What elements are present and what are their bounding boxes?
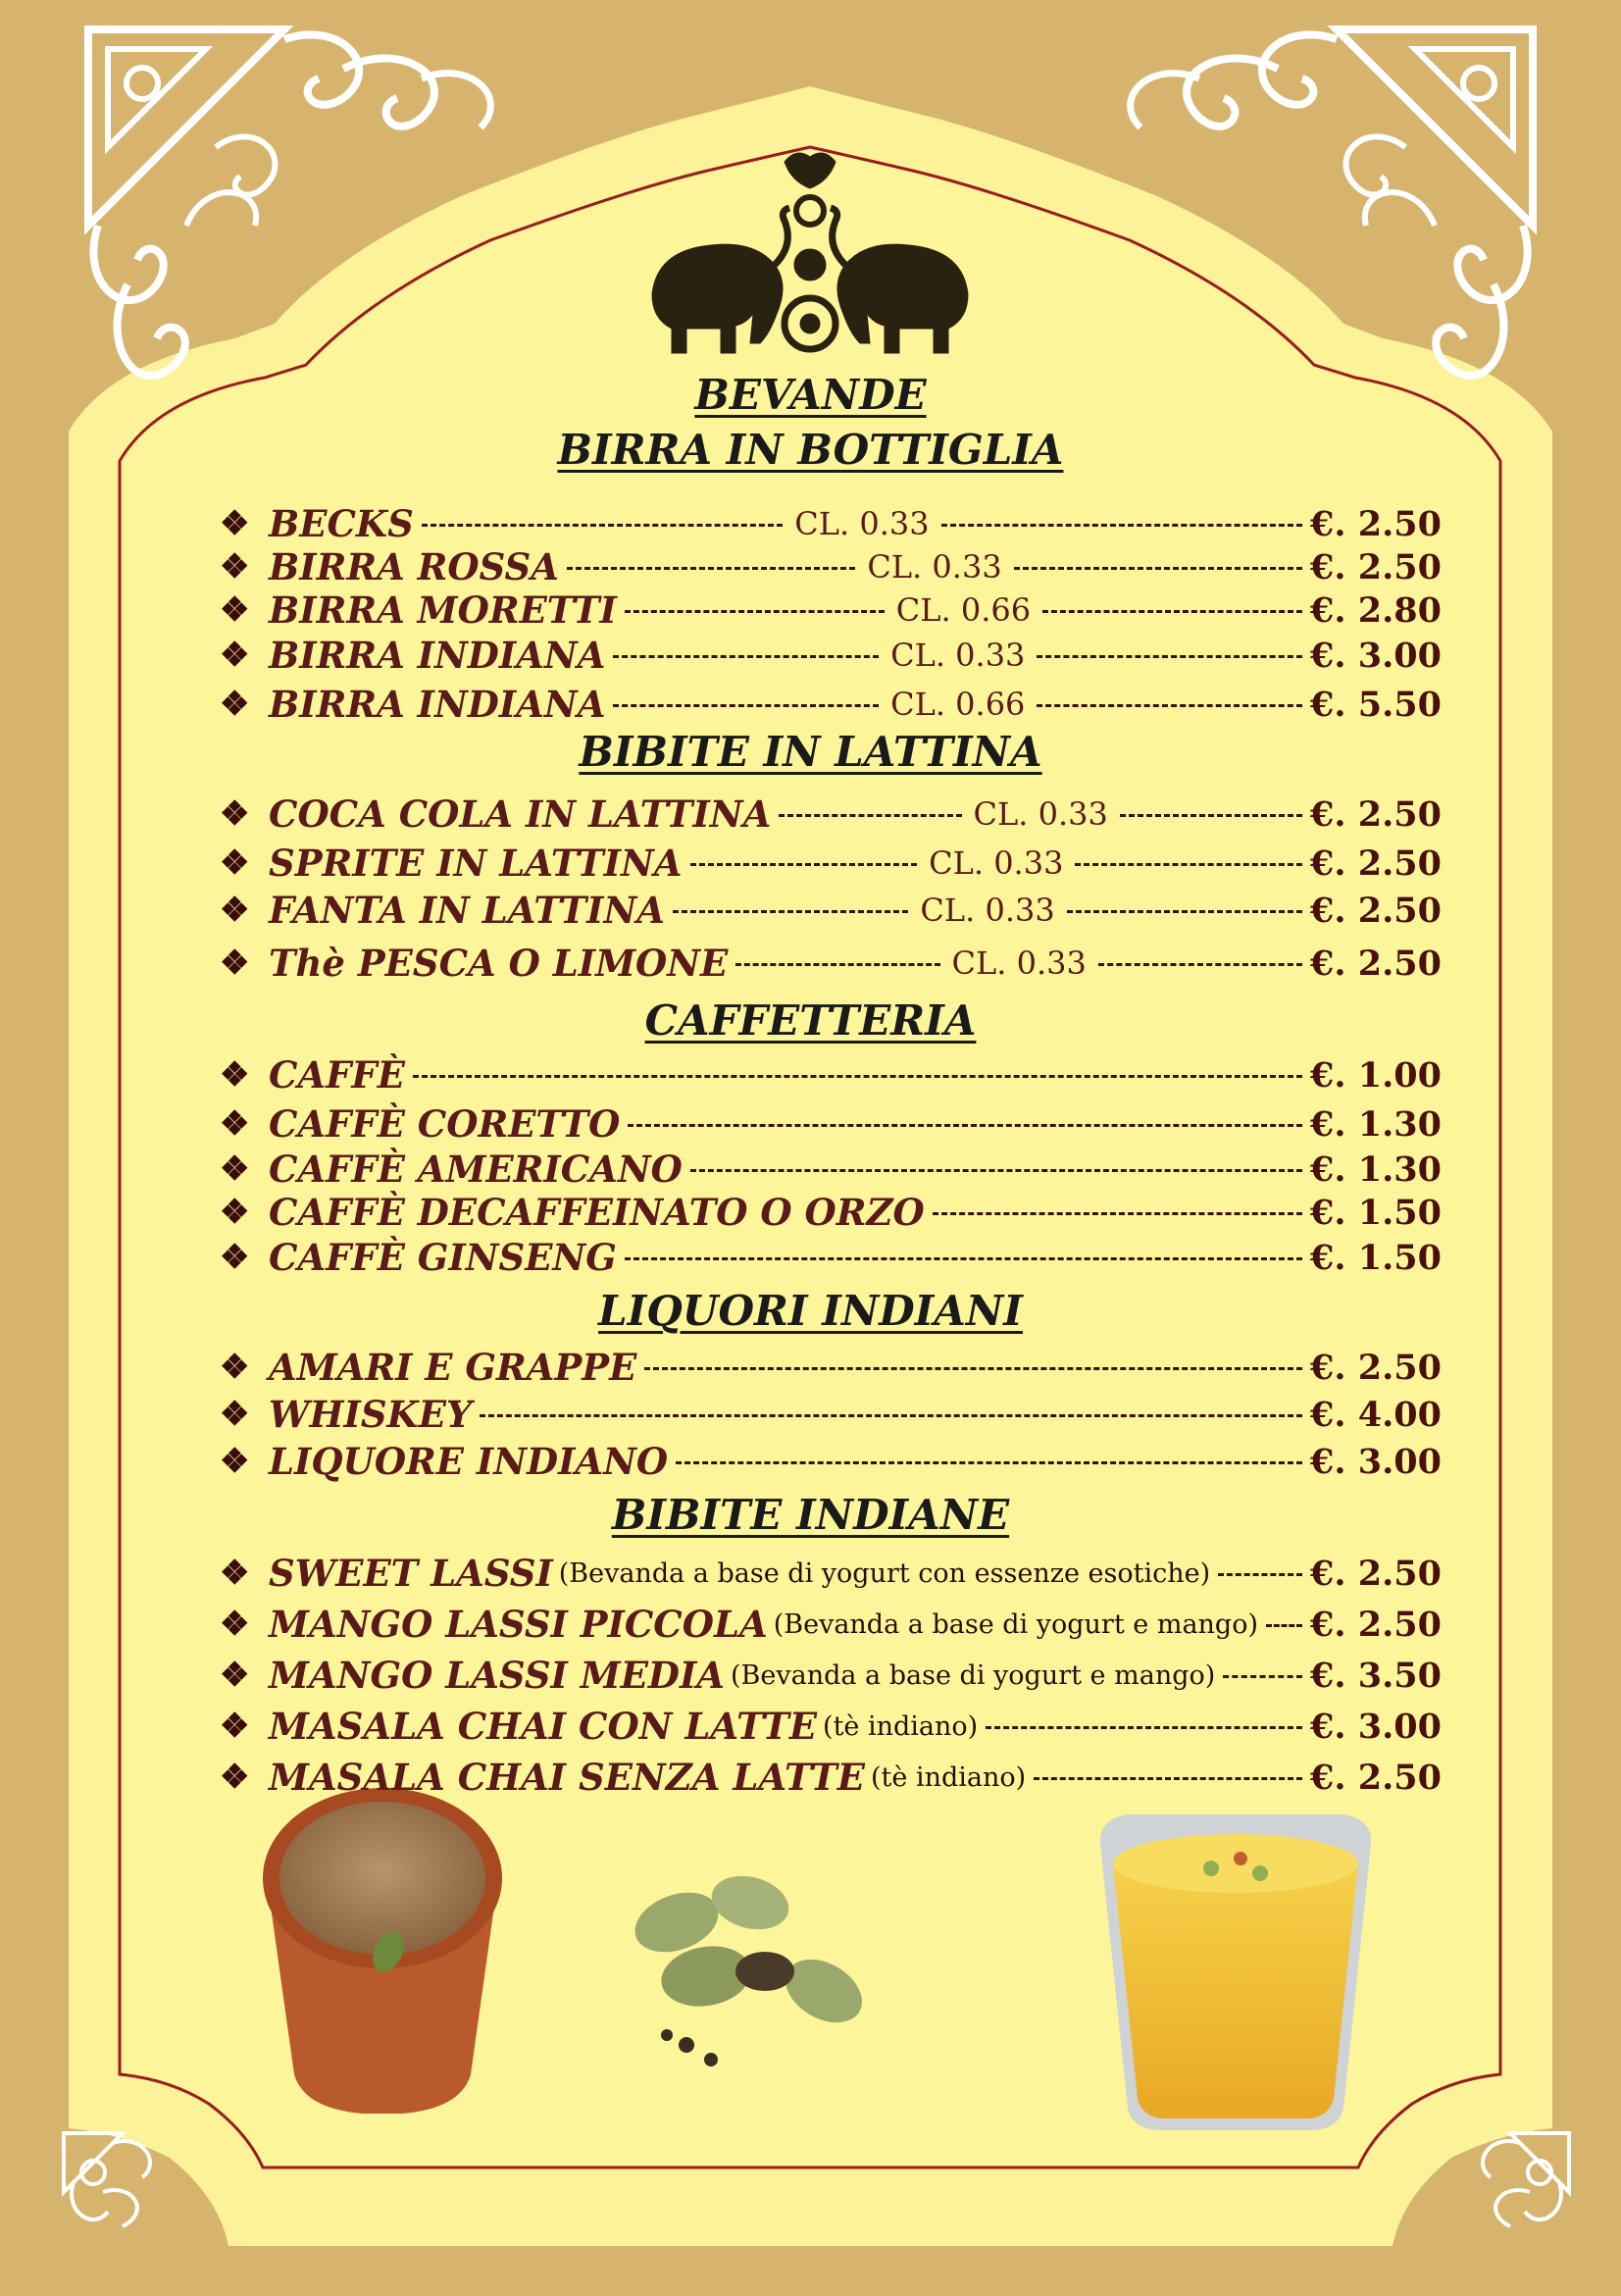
- diamond-bullet-icon: ❖: [220, 547, 250, 587]
- menu-item: [220, 1234, 1442, 1281]
- chai-cup-image: [263, 1788, 502, 2114]
- section-title: BIBITE INDIANE: [611, 1491, 1010, 1539]
- dotted-leader: [683, 840, 926, 887]
- dotted-leader: [605, 632, 886, 679]
- diamond-bullet-icon: ❖: [220, 1554, 250, 1593]
- dotted-leader: [1215, 1652, 1310, 1699]
- dotted-leader: [1006, 543, 1310, 590]
- dotted-leader: [683, 1146, 1310, 1193]
- dotted-leader: [414, 500, 790, 547]
- item-price: €. 1.00: [1310, 1054, 1442, 1096]
- item-price: €. 2.50: [1310, 1553, 1442, 1594]
- dotted-leader: [1026, 1754, 1310, 1801]
- diamond-bullet-icon: ❖: [220, 1707, 250, 1746]
- item-name: BIRRA MORETTI: [269, 588, 617, 632]
- lassi-glass-image: [1100, 1814, 1371, 2130]
- diamond-bullet-icon: ❖: [220, 1055, 250, 1095]
- dotted-leader: [978, 1703, 1310, 1750]
- item-description: (Bevanda a base di yogurt e mango): [773, 1608, 1258, 1640]
- dotted-leader: [405, 1051, 1310, 1098]
- diamond-bullet-icon: ❖: [220, 590, 250, 630]
- menu-item: [220, 543, 1442, 590]
- item-name: BIRRA ROSSA: [269, 545, 559, 588]
- item-name: FANTA IN LATTINA: [269, 889, 666, 932]
- item-name: BIRRA INDIANA: [269, 634, 606, 677]
- item-name: CAFFÈ GINSENG: [269, 1236, 617, 1279]
- item-volume: CL. 0.33: [973, 795, 1108, 833]
- diamond-bullet-icon: ❖: [220, 944, 250, 983]
- dotted-leader: [1067, 840, 1310, 887]
- dotted-leader: [617, 587, 892, 634]
- item-volume: CL. 0.33: [867, 548, 1002, 586]
- item-price: €. 5.50: [1310, 684, 1443, 725]
- item-name: AMARI E GRAPPE: [269, 1346, 637, 1389]
- diamond-bullet-icon: ❖: [220, 1238, 250, 1277]
- dotted-leader: [620, 1100, 1310, 1148]
- dotted-leader: [1029, 681, 1310, 728]
- item-name: Thè PESCA O LIMONE: [269, 942, 729, 985]
- item-price: €. 1.30: [1310, 1148, 1442, 1190]
- dotted-leader: [617, 1234, 1310, 1281]
- menu-item: [220, 1438, 1442, 1485]
- menu-item: [220, 1391, 1442, 1438]
- menu-item: [220, 840, 1442, 887]
- item-price: €. 2.80: [1310, 589, 1443, 631]
- diamond-bullet-icon: ❖: [220, 891, 250, 930]
- item-volume: CL. 0.33: [929, 844, 1064, 882]
- item-price: €. 3.00: [1310, 1441, 1442, 1482]
- item-price: €. 2.50: [1310, 1604, 1442, 1645]
- dotted-leader: [925, 1189, 1310, 1236]
- item-price: €. 1.30: [1310, 1103, 1442, 1145]
- item-price: €. 4.00: [1310, 1394, 1442, 1435]
- item-name: COCA COLA IN LATTINA: [269, 792, 772, 836]
- item-volume: CL. 0.33: [951, 944, 1087, 982]
- item-description: (tè indiano): [871, 1761, 1027, 1793]
- diamond-bullet-icon: ❖: [220, 794, 250, 834]
- item-price: €. 3.00: [1310, 1706, 1442, 1747]
- diamond-bullet-icon: ❖: [220, 685, 250, 724]
- diamond-bullet-icon: ❖: [220, 1104, 250, 1144]
- diamond-bullet-icon: ❖: [220, 1193, 250, 1232]
- item-price: €. 2.50: [1310, 793, 1442, 835]
- menu-item: [220, 1550, 1442, 1597]
- item-name: CAFFÈ AMERICANO: [269, 1148, 683, 1191]
- dotted-leader: [668, 1438, 1310, 1485]
- diamond-bullet-icon: ❖: [220, 1442, 250, 1481]
- item-name: WHISKEY: [269, 1393, 473, 1436]
- item-price: €. 3.50: [1310, 1655, 1442, 1696]
- dotted-leader: [1112, 791, 1310, 838]
- menu-item: [220, 1652, 1442, 1699]
- dotted-leader: [771, 791, 969, 838]
- dotted-leader: [1210, 1550, 1310, 1597]
- menu-item: [220, 1189, 1442, 1236]
- item-name: MASALA CHAI SENZA LATTE: [269, 1756, 865, 1799]
- item-name: MANGO LASSI MEDIA: [269, 1654, 725, 1697]
- section-title: LIQUORI INDIANI: [598, 1287, 1023, 1335]
- item-description: (Bevanda a base di yogurt con essenze esotiche): [558, 1557, 1211, 1589]
- menu-item: [220, 791, 1442, 838]
- item-name: LIQUORE INDIANO: [269, 1440, 669, 1483]
- item-price: €. 2.50: [1310, 1757, 1442, 1798]
- menu-item: [220, 1703, 1442, 1750]
- menu-item: [220, 587, 1442, 634]
- item-volume: CL. 0.33: [920, 892, 1055, 929]
- menu-item: [220, 1754, 1442, 1801]
- item-price: €. 2.50: [1310, 943, 1443, 984]
- dotted-leader: [559, 543, 863, 590]
- menu-item: [220, 681, 1442, 728]
- menu-item: [220, 1146, 1442, 1193]
- item-volume: CL. 0.33: [890, 637, 1026, 674]
- menu-item: [220, 1344, 1442, 1391]
- item-name: CAFFÈ: [269, 1053, 405, 1097]
- item-price: €. 1.50: [1310, 1192, 1442, 1233]
- dotted-leader: [636, 1344, 1310, 1391]
- dotted-leader: [728, 940, 947, 987]
- menu-item: [220, 1051, 1442, 1098]
- item-name: SWEET LASSI: [269, 1552, 553, 1595]
- item-description: (tè indiano): [823, 1710, 979, 1742]
- diamond-bullet-icon: ❖: [220, 843, 250, 883]
- section-title: BIRRA IN BOTTIGLIA: [557, 426, 1064, 474]
- section-title: BIBITE IN LATTINA: [579, 728, 1042, 776]
- item-volume: CL. 0.33: [794, 505, 930, 542]
- diamond-bullet-icon: ❖: [220, 504, 250, 543]
- item-volume: CL. 0.66: [895, 591, 1032, 629]
- dotted-leader: [665, 887, 916, 934]
- menu-item: [220, 1601, 1442, 1648]
- item-name: MANGO LASSI PICCOLA: [269, 1603, 768, 1646]
- diamond-bullet-icon: ❖: [220, 1395, 250, 1434]
- dotted-leader: [1090, 940, 1310, 987]
- diamond-bullet-icon: ❖: [220, 1758, 250, 1797]
- item-name: SPRITE IN LATTINA: [269, 842, 683, 885]
- dotted-leader: [934, 500, 1310, 547]
- menu-item: [220, 940, 1442, 987]
- item-price: €. 2.50: [1310, 1347, 1442, 1388]
- item-price: €. 3.00: [1310, 635, 1443, 676]
- item-name: CAFFÈ CORETTO: [269, 1102, 621, 1146]
- item-price: €. 2.50: [1310, 890, 1443, 931]
- item-name: CAFFÈ DECAFFEINATO O ORZO: [269, 1191, 925, 1234]
- item-price: €. 2.50: [1310, 546, 1442, 587]
- dotted-leader: [472, 1391, 1310, 1438]
- item-name: BECKS: [269, 502, 414, 545]
- dotted-leader: [1059, 887, 1310, 934]
- section-title: CAFFETTERIA: [644, 996, 977, 1045]
- dotted-leader: [605, 681, 886, 728]
- dotted-leader: [1035, 587, 1310, 634]
- item-description: (Bevanda a base di yogurt e mango): [731, 1659, 1216, 1691]
- item-price: €. 2.50: [1310, 842, 1442, 884]
- dotted-leader: [1029, 632, 1310, 679]
- diamond-bullet-icon: ❖: [220, 1605, 250, 1644]
- diamond-bullet-icon: ❖: [220, 636, 250, 675]
- diamond-bullet-icon: ❖: [220, 1656, 250, 1695]
- item-name: BIRRA INDIANA: [269, 683, 606, 726]
- item-volume: CL. 0.66: [890, 686, 1026, 723]
- menu-title: BEVANDE: [694, 371, 927, 419]
- dotted-leader: [1258, 1601, 1310, 1648]
- item-price: €. 2.50: [1310, 503, 1443, 544]
- item-price: €. 1.50: [1310, 1237, 1442, 1278]
- menu-item: [220, 1100, 1442, 1148]
- menu-item: [220, 500, 1442, 547]
- menu-item: [220, 887, 1442, 934]
- diamond-bullet-icon: ❖: [220, 1348, 250, 1387]
- item-name: MASALA CHAI CON LATTE: [269, 1705, 818, 1748]
- menu-item: [220, 632, 1442, 679]
- diamond-bullet-icon: ❖: [220, 1149, 250, 1189]
